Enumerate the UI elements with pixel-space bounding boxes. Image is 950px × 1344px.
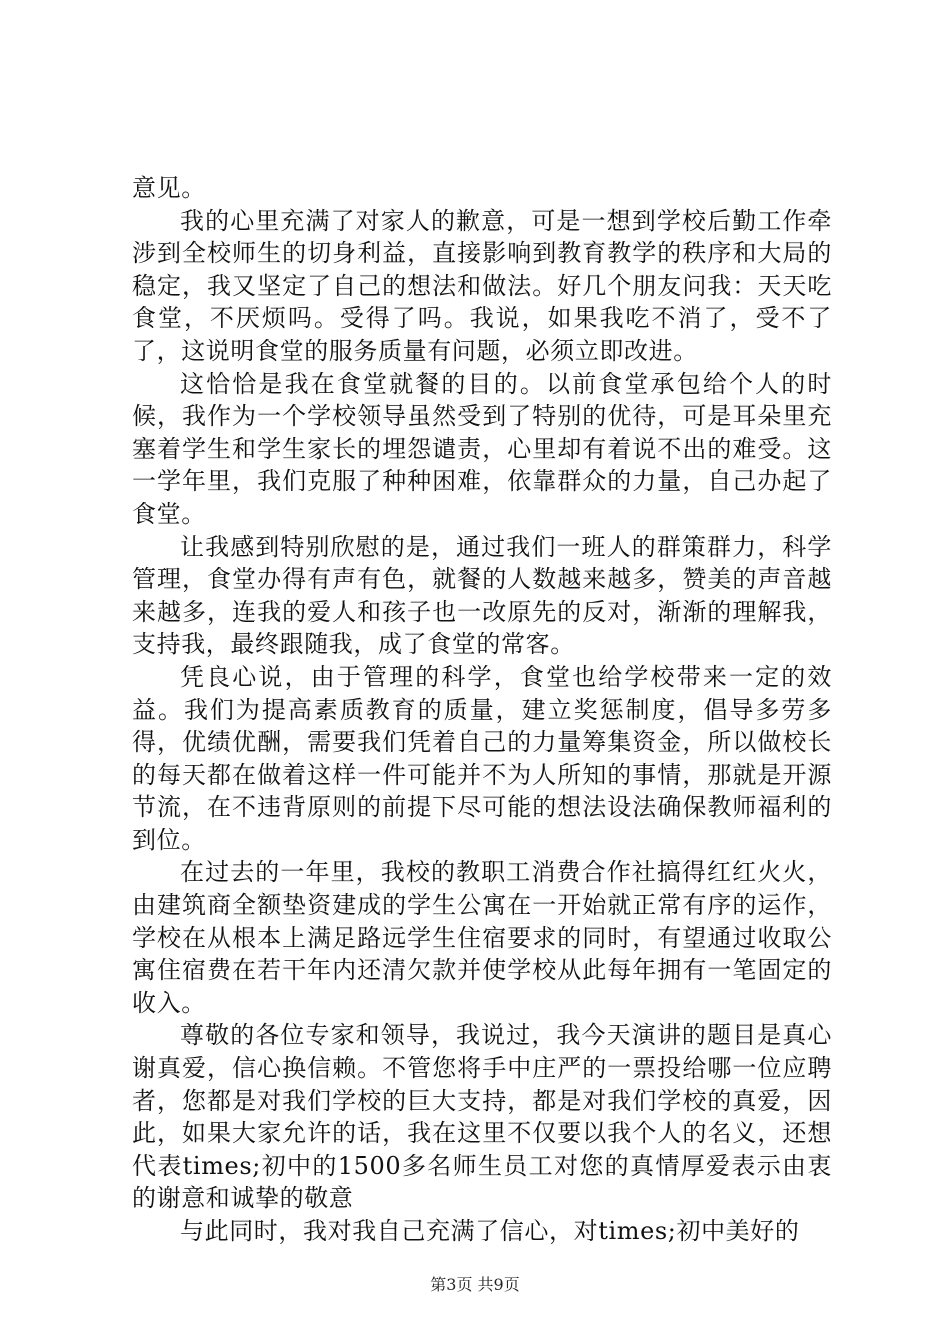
paragraph: 这恰恰是我在食堂就餐的目的。以前食堂承包给个人的时候，我作为一个学校领导虽然受到了特别的优待，可是耳朵里充塞着学生和学生家长的埋怨谴责，心里却有着说不出的难受。这一学年里，我们克服了种种困难，依靠群众的力量，自己办起了食堂。: [132, 369, 832, 528]
paragraph-continuation: 意见。: [132, 174, 206, 202]
document-body: [132, 172, 832, 1248]
paragraph: 与此同时，我对我自己充满了信心，对times;初中美好的: [180, 1217, 800, 1245]
paragraph: 凭良心说，由于管理的科学，食堂也给学校带来一定的效益。我们为提高素质教育的质量，建立奖惩制度，倡导多劳多得，优绩优酬，需要我们凭着自己的力量筹集资金，所以做校长的每天都在做着这样一件可能并不为人所知的事情，那就是开源节流，在不违背原则的前提下尽可能的想法设法确保教师福利的到位。: [132, 662, 832, 854]
paragraph: 尊敬的各位专家和领导，我说过，我今天演讲的题目是真心谢真爱，信心换信赖。不管您将手中庄严的一票投给哪一位应聘者，您都是对我们学校的巨大支持，都是对我们学校的真爱，因此，如果大家允许的话，我在这里不仅要以我个人的名义，还想代表times;初中的1500多名师生员工对您的真情厚爱表示由衷的谢意和诚挚的敬意: [132, 1021, 832, 1213]
paragraph: 让我感到特别欣慰的是，通过我们一班人的群策群力，科学管理，食堂办得有声有色，就餐的人数越来越多，赞美的声音越来越多，连我的爱人和孩子也一改原先的反对，渐渐的理解我，支持我，最终跟随我，成了食堂的常客。: [132, 532, 832, 659]
page-number-footer: 第3页 共9页: [430, 1275, 520, 1294]
paragraph: 在过去的一年里，我校的教职工消费合作社搞得红红火火，由建筑商全额垫资建成的学生公寓在一开始就正常有序的运作，学校在从根本上满足路远学生住宿要求的同时，有望通过收取公寓住宿费在若干年内还清欠款并使学校从此每年拥有一笔固定的收入。: [132, 858, 832, 1017]
paragraph: 我的心里充满了对家人的歉意，可是一想到学校后勤工作牵涉到全校师生的切身利益，直接影响到教育教学的秩序和大局的稳定，我又坚定了自己的想法和做法。好几个朋友问我：天天吃食堂，不厌烦吗。受得了吗。我说，如果我吃不消了，受不了了，这说明食堂的服务质量有问题，必须立即改进。: [132, 206, 832, 365]
